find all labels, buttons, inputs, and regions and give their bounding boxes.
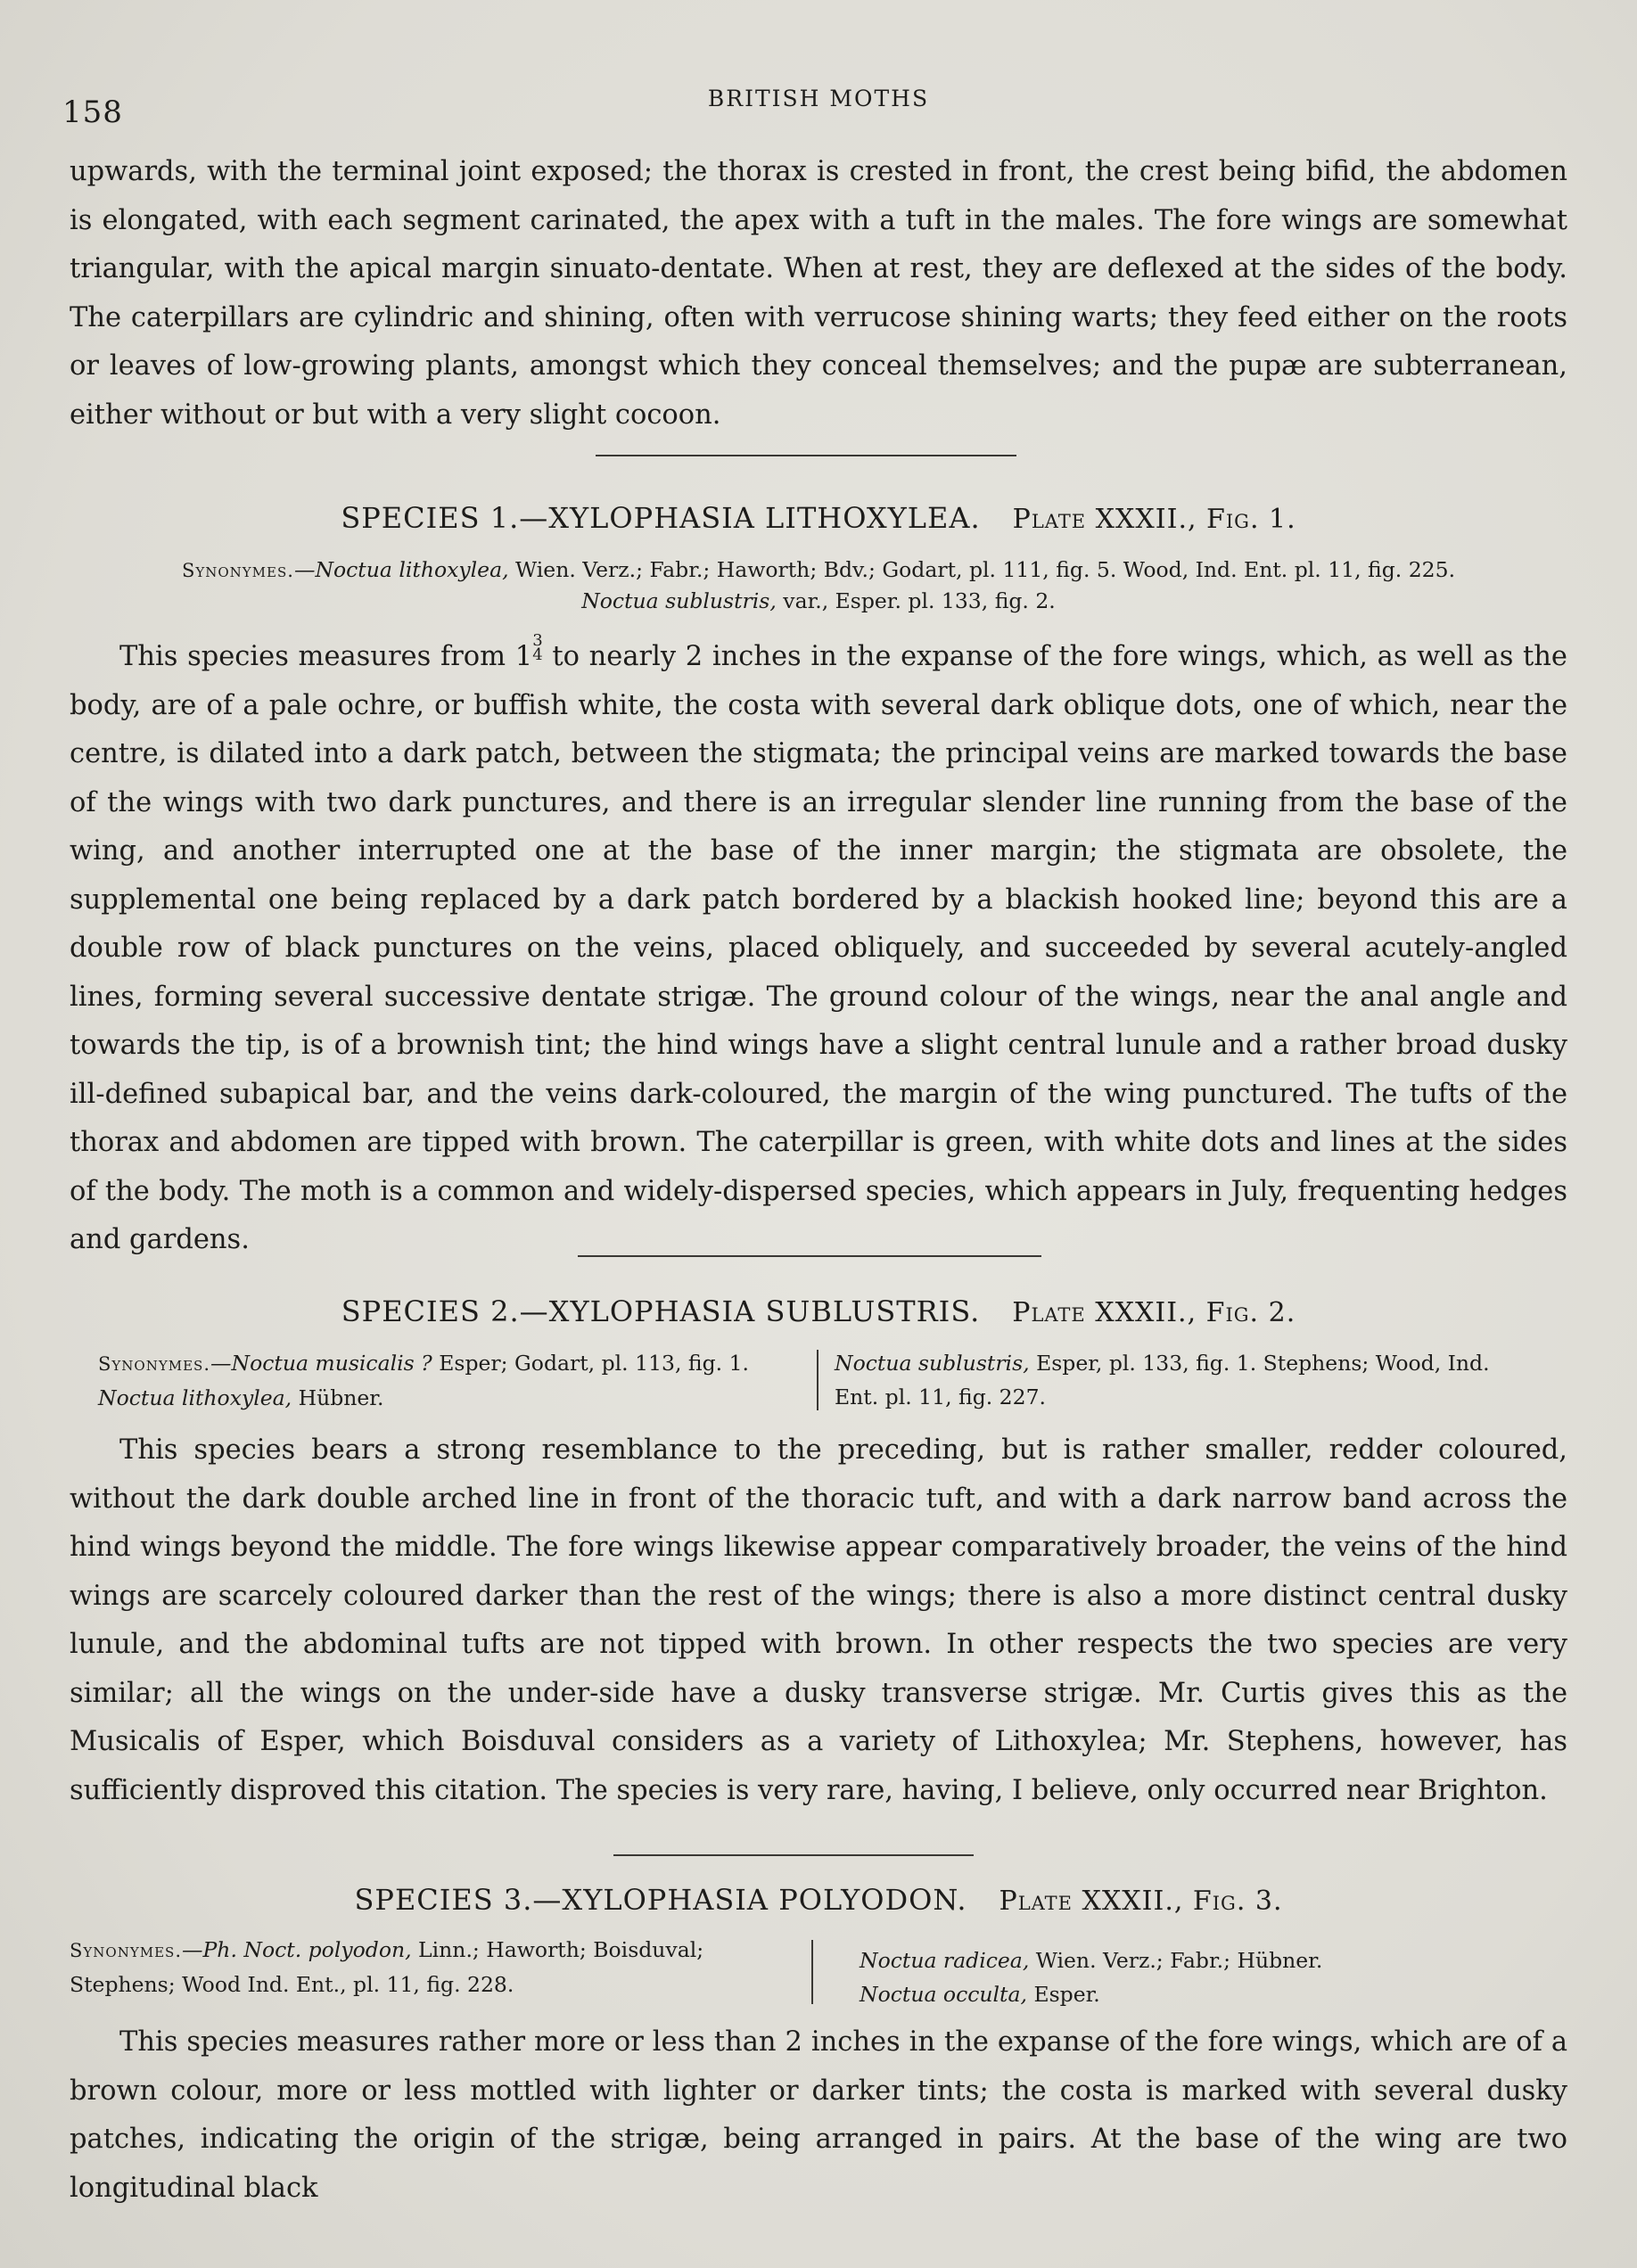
page-number: 158	[62, 94, 123, 130]
species-1-heading	[0, 501, 1637, 535]
species-2-synonymes-left: Synonymes.—Noctua musicalis ? Esper; Godart, pl. 113, fig. 1. Noctua lithoxylea, Hübner.	[98, 1351, 749, 1410]
species-1-plate: Plate XXXII., Fig. 1.	[1012, 504, 1296, 535]
running-head: BRITISH MOTHS	[707, 86, 930, 111]
species-3-synonymes-right: Noctua radicea, Wien. Verz.; Fabr.; Hübner. Noctua occulta, Esper.	[860, 1948, 1323, 2007]
species-2-heading	[0, 1294, 1637, 1328]
species-2-synonymes-right: Noctua sublustris, Esper, pl. 133, fig. 1. Stephens; Wood, Ind. Ent. pl. 11, fig. 227.	[835, 1351, 1490, 1409]
species-1-synonymes: Synonymes.—Noctua lithoxylea, Wien. Verz.; Fabr.; Haworth; Bdv.; Godart, pl. 111, fig. 5. Wood, Ind. Ent. pl. 11, fig. 225. Noctua sublustris, var., Esper. pl. 133, fig. 2.	[181, 557, 1456, 613]
intro-paragraph: upwards, with the terminal joint exposed; the thorax is crested in front, the crest being bifid, the abdomen is elongated, with each segment carinated, the apex with a tuft in the males. The fore wings are somewhat triangular, with the apical margin sinuato-dentate. When at rest, they are deflexed at the sides of the body. The caterpillars are cylindric and shining, often with verrucose shining warts; they feed either on the roots or leaves of low-growing plants, amongst which they conceal themselves; and the pupæ are subterranean, either without or but with a very slight cocoon.	[70, 156, 1567, 431]
species-1-description: This species measures from 1 3 4 to nearly 2 inches in the expanse of the fore wings, which, as well as the body, are of a pale ochre, or buffish white, the costa with several dark oblique dots, one of which, near the centre, is dilated into a dark patch, between the stigmata; the principal veins are marked towards the base of the wings with two dark punctures, and there is an irregular slender line running from the base of the wing, and another interrupted one at the base of the inner margin; the stigmata are obsolete, the supplemental one being replaced by a dark patch bordered by a blackish hooked line; beyond this are a double row of black punctures on the veins, placed obliquely, and succeeded by several acutely-angled lines, forming several successive dentate strigæ. The ground colour of the wings, near the anal angle and towards the tip, is of a brownish tint; the hind wings have a slight central lunule and a rather broad dusky ill-defined subapical bar, and the veins dark-coloured, the margin of the wing punctured. The tufts of the thorax and abdomen are tipped with brown. The caterpillar is green, with white dots and lines at the sides of the body. The moth is a common and widely-dispersed species, which appears in July, frequenting hedges and gardens.	[70, 631, 1567, 1255]
species-1-title: SPECIES 1.—XYLOPHASIA LITHOXYLEA.	[341, 501, 981, 535]
species-2-description: This species bears a strong resemblance to the preceding, but is rather smaller, redder coloured, without the dark double arched line in front of the thoracic tuft, and with a dark narrow band across the hind wings beyond the middle. The fore wings likewise appear comparatively broader, the veins of the hind wings are scarcely coloured darker than the rest of the wings; there is also a more distinct central dusky lunule, and the abdominal tufts are not tipped with brown. In other respects the two species are very similar; all the wings on the under-side have a dusky transverse strigæ. Mr. Curtis gives this as the Musicalis of Esper, which Boisduval considers as a variety of Lithoxylea; Mr. Stephens, however, has sufficiently disproved this citation. The species is very rare, having, I believe, only occurred near Brighton.	[70, 1434, 1567, 1806]
synonymes-divider	[817, 1350, 818, 1410]
species-3-title: SPECIES 3.—XYLOPHASIA POLYODON.	[354, 1883, 967, 1917]
section-rule	[596, 455, 1016, 456]
species-3-plate: Plate XXXII., Fig. 3.	[999, 1886, 1283, 1917]
species-3-heading	[0, 1883, 1637, 1917]
section-rule	[613, 1854, 974, 1856]
species-3-description: This species measures rather more or less than 2 inches in the expanse of the fore wings, which are of a brown colour, more or less mottled with lighter or darker tints; the costa is marked with several dusky patches, indicating the origin of the strigæ, being arranged in pairs. At the base of the wing are two longitudinal black	[70, 2026, 1567, 2204]
section-rule	[578, 1255, 1041, 1257]
species-3-synonymes-left: Synonymes.—Ph. Noct. polyodon, Linn.; Haworth; Boisduval; Stephens; Wood Ind. Ent., pl. 11, fig. 228.	[70, 1937, 704, 1997]
synonymes-label: Synonymes.	[181, 560, 294, 581]
synonymes-divider	[811, 1940, 813, 2004]
fraction: 3 4	[532, 631, 543, 664]
species-2-title: SPECIES 2.—XYLOPHASIA SUBLUSTRIS.	[341, 1294, 981, 1328]
species-2-plate: Plate XXXII., Fig. 2.	[1012, 1297, 1296, 1328]
